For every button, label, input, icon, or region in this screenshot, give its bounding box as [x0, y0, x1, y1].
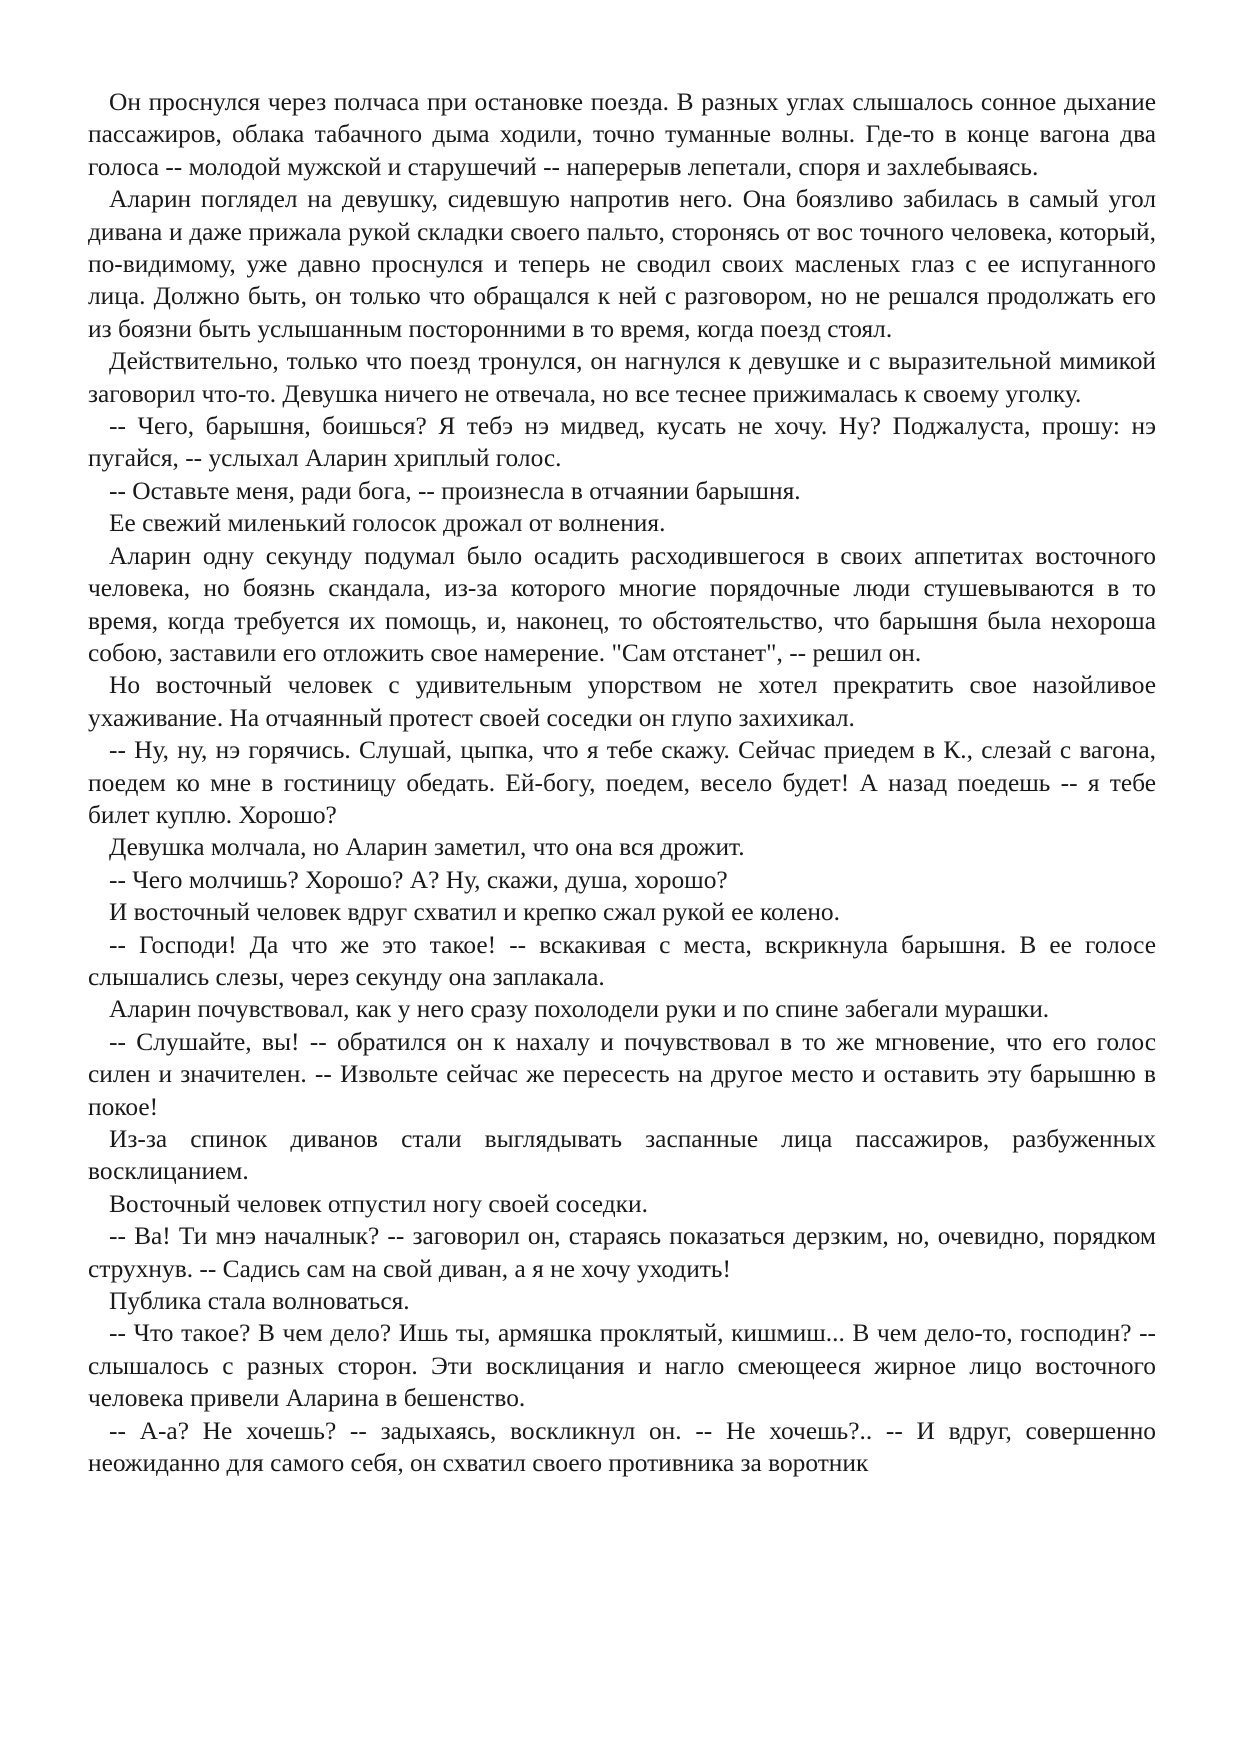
paragraph: -- Оставьте меня, ради бога, -- произнесла в отчаянии барышня. [109, 476, 801, 505]
book-page [88, 86, 1156, 1479]
paragraph: Аларин одну секунду подумал было осадить расходившегося в своих аппетитах восточного человека, но боязнь скандала, из-за которого многие порядочные люди стушевываются в то время, когда требуется их помощь, и, наконец, то обстоятельство, что барышня была нехороша собою, заставили его отложить свое намерение. "Сам отстанет", -- решил он. [88, 541, 1156, 667]
paragraph: Аларин поглядел на девушку, сидевшую напротив него. Она боязливо забилась в самый угол дивана и даже прижала рукой складки своего пальто, сторонясь от вос точного человека, который, по-видимому, уже давно проснулся и теперь не сводил своих масленых глаз с ее испуганного лица. Должно быть, он только что обращался к ней с разговором, но не решался продолжать его из боязни быть услышанным посторонними в то время, когда поезд стоял. [88, 185, 1156, 343]
paragraph: Восточный человек отпустил ногу своей соседки. [109, 1189, 648, 1218]
paragraph: Действительно, только что поезд тронулся, он нагнулся к девушке и с выразительной мимикой заговорил что-то. Девушка ничего не отвечала, но все теснее прижималась к своему уголку. [88, 347, 1156, 408]
paragraph: Он проснулся через полчаса при остановке поезда. В разных углах слышалось сонное дыхание пассажиров, облака табачного дыма ходили, точно туманные волны. Где-то в конце вагона два голоса -- молодой мужской и старушечий -- наперерыв лепетали, споря и захлебываясь. [88, 88, 1156, 181]
paragraph: -- А-а? Не хочешь? -- задыхаясь, воскликнул он. -- Не хочешь?.. -- И вдруг, совершенно неожиданно для самого себя, он схватил своего противника за воротник [88, 1416, 1156, 1478]
paragraph: Публика стала волноваться. [109, 1287, 410, 1316]
paragraph: -- Чего молчишь? Хорошо? А? Ну, скажи, душа, хорошо? [109, 865, 728, 894]
paragraph: Ее свежий миленький голосок дрожал от волнения. [109, 509, 666, 538]
paragraph: -- Господи! Да что же это такое! -- вскакивая с места, вскрикнула барышня. В ее голосе слышались слезы, через секунду она заплакала. [88, 930, 1156, 991]
paragraph: -- Чего, барышня, боишься? Я тебэ нэ мидвед, кусать не хочу. Ну? Поджалуста, прошу: нэ пугайся, -- услыхал Аларин хриплый голос. [88, 412, 1156, 473]
paragraph: Девушка молчала, но Аларин заметил, что она вся дрожит. [109, 833, 745, 862]
paragraph: И восточный человек вдруг схватил и крепко сжал рукой ее колено. [109, 898, 840, 927]
paragraph: Но восточный человек с удивительным упорством не хотел прекратить свое назойливое ухаживание. На отчаянный протест своей соседки он глупо захихикал. [88, 671, 1156, 732]
paragraph: -- Слушайте, вы! -- обратился он к нахалу и почувствовал в то же мгновение, что его голос силен и значителен. -- Извольте сейчас же пересесть на другое место и оставить эту барышню в покое! [88, 1027, 1156, 1121]
paragraph: -- Ну, ну, нэ горячись. Слушай, цыпка, что я тебе скажу. Сейчас приедем в К., слезай с вагона, поедем ко мне в гостиницу обедать. Ей-богу, поедем, весело будет! А назад поедешь -- я тебе билет куплю. Хорошо? [88, 736, 1156, 829]
paragraph: Аларин почувствовал, как у него сразу похолодели руки и по спине забегали мурашки. [109, 995, 1050, 1024]
paragraph: -- Что такое? В чем дело? Ишь ты, армяшка проклятый, кишмиш... В чем дело-то, господин? -- слышалось с разных сторон. Эти восклицания и нагло смеющееся жирное лицо восточного человека привели Аларина в бешенство. [88, 1319, 1156, 1413]
paragraph: Из-за спинок диванов стали выглядывать заспанные лица пассажиров, разбуженных восклицанием. [88, 1125, 1156, 1186]
paragraph: -- Ва! Ти мнэ началнык? -- заговорил он, стараясь показаться дерзким, но, очевидно, порядком струхнув. -- Садись сам на свой диван, а я не хочу уходить! [88, 1222, 1156, 1283]
